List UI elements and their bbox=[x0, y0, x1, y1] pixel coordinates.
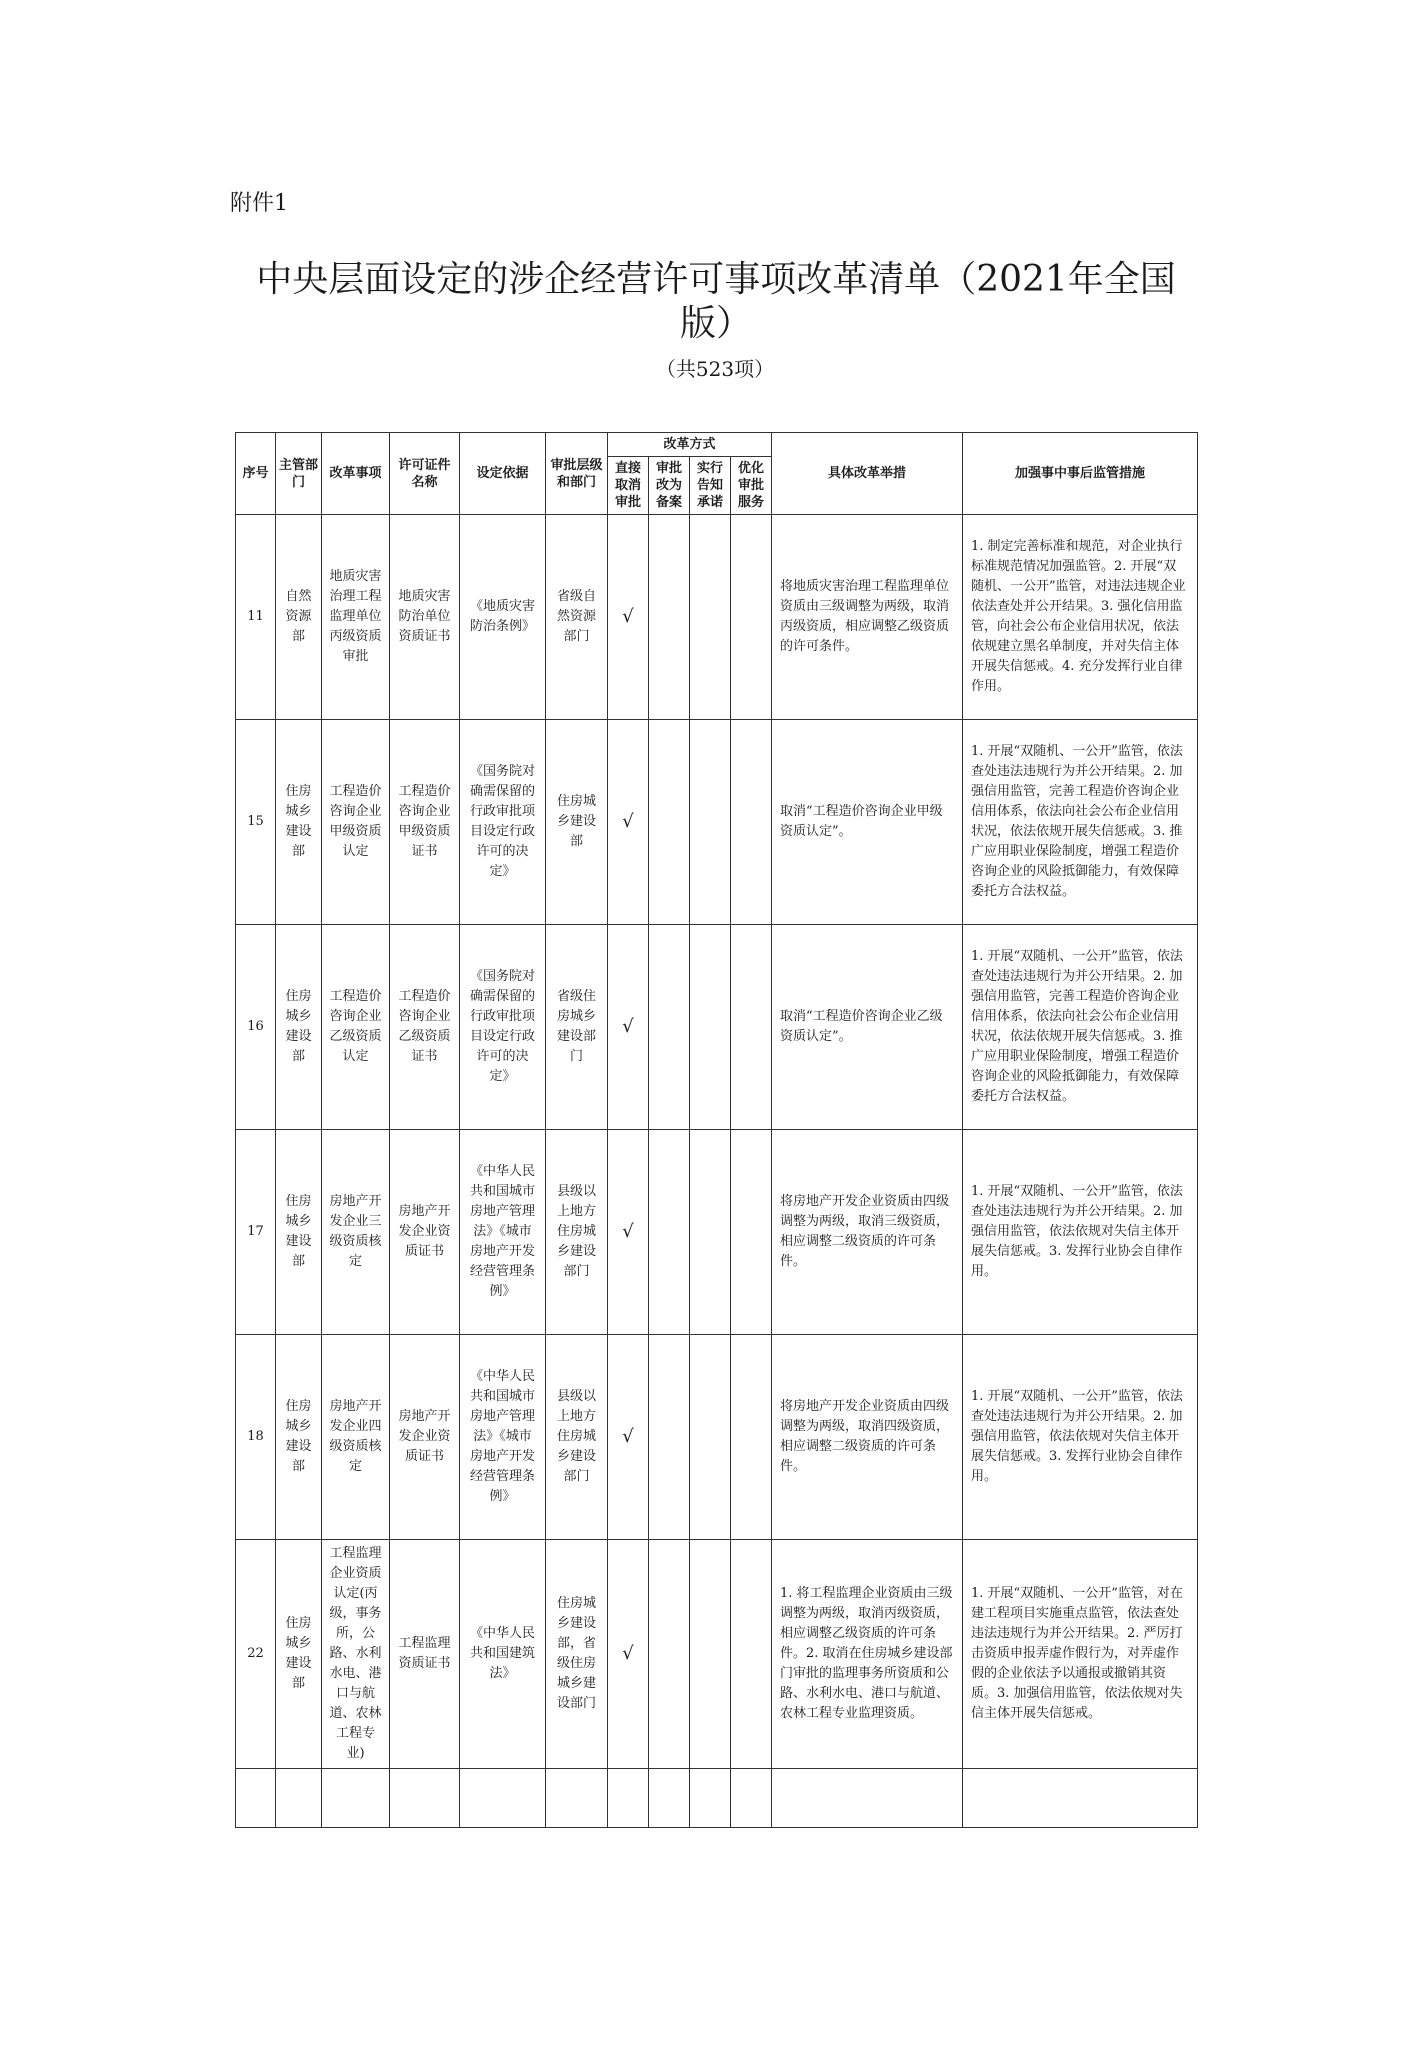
header-method-commitment: 实行告知承诺 bbox=[690, 457, 731, 515]
measures-cell: 将地质灾害治理工程监理单位资质由三级调整为两级，取消丙级资质，相应调整乙级资质的许可条件。 bbox=[772, 515, 963, 720]
basis-cell: 《国务院对确需保留的行政审批项目设定行政许可的决定》 bbox=[460, 925, 546, 1130]
header-method-cancel: 直接取消审批 bbox=[608, 457, 649, 515]
table-row-continuation bbox=[236, 1769, 1198, 1828]
dept-cell: 住房城乡建设部 bbox=[276, 720, 322, 925]
seq-cell: 16 bbox=[236, 925, 276, 1130]
method-optimize-cell bbox=[731, 515, 772, 720]
method-record-cell bbox=[649, 1130, 690, 1335]
level-cell: 省级自然资源部门 bbox=[546, 515, 608, 720]
method-optimize-cell bbox=[731, 1540, 772, 1769]
header-basis: 设定依据 bbox=[460, 433, 546, 515]
dept-cell: 自然资源部 bbox=[276, 515, 322, 720]
attachment-label: 附件1 bbox=[230, 191, 288, 216]
empty-cell bbox=[460, 1769, 546, 1828]
table-row bbox=[236, 720, 1198, 925]
supervision-cell: 1. 开展“双随机、一公开”监管，依法查处违法违规行为并公开结果。2. 加强信用监管，依法依规对失信主体开展失信惩戒。3. 发挥行业协会自律作用。 bbox=[963, 1130, 1198, 1335]
method-commitment-cell bbox=[690, 515, 731, 720]
item-cell: 地质灾害治理工程监理单位丙级资质审批 bbox=[322, 515, 390, 720]
item-cell: 房地产开发企业三级资质核定 bbox=[322, 1130, 390, 1335]
header-dept: 主管部门 bbox=[276, 433, 322, 515]
method-cancel-cell: √ bbox=[608, 1540, 649, 1769]
empty-cell bbox=[963, 1769, 1198, 1828]
supervision-cell: 1. 开展“双随机、一公开”监管，对在建工程项目实施重点监管，依法查处违法违规行为并公开结果。2. 严厉打击资质申报弄虚作假行为，对弄虚作假的企业依法予以通报或撤销其资质。3. 加强信用监管，依法依规对失信主体开展失信惩戒。 bbox=[963, 1540, 1198, 1769]
item-cell: 工程造价咨询企业乙级资质认定 bbox=[322, 925, 390, 1130]
method-commitment-cell bbox=[690, 720, 731, 925]
supervision-cell: 1. 开展“双随机、一公开”监管，依法查处违法违规行为并公开结果。2. 加强信用监管，完善工程造价咨询企业信用体系，依法向社会公布企业信用状况，依法依规开展失信惩戒。3. 推广应用职业保险制度，增强工程造价咨询企业的风险抵御能力，有效保障委托方合法权益。 bbox=[963, 720, 1198, 925]
method-cancel-cell: √ bbox=[608, 925, 649, 1130]
empty-cell bbox=[276, 1769, 322, 1828]
header-level: 审批层级和部门 bbox=[546, 433, 608, 515]
license-cell: 工程造价咨询企业甲级资质证书 bbox=[390, 720, 460, 925]
level-cell: 县级以上地方住房城乡建设部门 bbox=[546, 1130, 608, 1335]
measures-cell: 将房地产开发企业资质由四级调整为两级，取消四级资质，相应调整二级资质的许可条件。 bbox=[772, 1335, 963, 1540]
method-commitment-cell bbox=[690, 1540, 731, 1769]
header-supervision: 加强事中事后监管措施 bbox=[963, 433, 1198, 515]
basis-cell: 《国务院对确需保留的行政审批项目设定行政许可的决定》 bbox=[460, 720, 546, 925]
method-record-cell bbox=[649, 1540, 690, 1769]
license-cell: 地质灾害防治单位资质证书 bbox=[390, 515, 460, 720]
item-cell: 工程造价咨询企业甲级资质认定 bbox=[322, 720, 390, 925]
dept-cell: 住房城乡建设部 bbox=[276, 1540, 322, 1769]
license-cell: 房地产开发企业资质证书 bbox=[390, 1335, 460, 1540]
item-cell: 工程监理企业资质认定(丙级，事务所，公路、水利水电、港口与航道、农林工程专业) bbox=[322, 1540, 390, 1769]
table-row bbox=[236, 515, 1198, 720]
method-cancel-cell: √ bbox=[608, 1130, 649, 1335]
method-record-cell bbox=[649, 925, 690, 1130]
method-record-cell bbox=[649, 515, 690, 720]
supervision-cell: 1. 制定完善标准和规范，对企业执行标准规范情况加强监管。2. 开展“双随机、一公开”监管，对违法违规企业依法查处并公开结果。3. 强化信用监管，向社会公布企业信用状况，依法依规建立黑名单制度，并对失信主体开展失信惩戒。4. 充分发挥行业自律作用。 bbox=[963, 515, 1198, 720]
seq-cell: 17 bbox=[236, 1130, 276, 1335]
dept-cell: 住房城乡建设部 bbox=[276, 1335, 322, 1540]
license-cell: 工程监理资质证书 bbox=[390, 1540, 460, 1769]
method-record-cell bbox=[649, 720, 690, 925]
method-optimize-cell bbox=[731, 1130, 772, 1335]
dept-cell: 住房城乡建设部 bbox=[276, 925, 322, 1130]
level-cell: 住房城乡建设部，省级住房城乡建设部门 bbox=[546, 1540, 608, 1769]
empty-cell bbox=[649, 1769, 690, 1828]
method-cancel-cell: √ bbox=[608, 515, 649, 720]
header-item: 改革事项 bbox=[322, 433, 390, 515]
method-record-cell bbox=[649, 1335, 690, 1540]
header-seq: 序号 bbox=[236, 433, 276, 515]
method-optimize-cell bbox=[731, 720, 772, 925]
basis-cell: 《地质灾害防治条例》 bbox=[460, 515, 546, 720]
basis-cell: 《中华人民共和国建筑法》 bbox=[460, 1540, 546, 1769]
method-commitment-cell bbox=[690, 1130, 731, 1335]
empty-cell bbox=[772, 1769, 963, 1828]
empty-cell bbox=[731, 1769, 772, 1828]
measures-cell: 1. 将工程监理企业资质由三级调整为两级，取消丙级资质，相应调整乙级资质的许可条件。2. 取消在住房城乡建设部门审批的监理事务所资质和公路、水利水电、港口与航道、农林工程专业监理资质。 bbox=[772, 1540, 963, 1769]
supervision-cell: 1. 开展“双随机、一公开”监管，依法查处违法违规行为并公开结果。2. 加强信用监管，完善工程造价咨询企业信用体系，依法向社会公布企业信用状况，依法依规开展失信惩戒。3. 推广应用职业保险制度，增强工程造价咨询企业的风险抵御能力，有效保障委托方合法权益。 bbox=[963, 925, 1198, 1130]
level-cell: 省级住房城乡建设部门 bbox=[546, 925, 608, 1130]
measures-cell: 取消“工程造价咨询企业甲级资质认定”。 bbox=[772, 720, 963, 925]
item-cell: 房地产开发企业四级资质核定 bbox=[322, 1335, 390, 1540]
document-title: 中央层面设定的涉企经营许可事项改革清单（2021年全国版） bbox=[256, 259, 1176, 344]
method-optimize-cell bbox=[731, 1335, 772, 1540]
measures-cell: 取消“工程造价咨询企业乙级资质认定”。 bbox=[772, 925, 963, 1130]
method-cancel-cell: √ bbox=[608, 1335, 649, 1540]
method-commitment-cell bbox=[690, 1335, 731, 1540]
basis-cell: 《中华人民共和国城市房地产管理法》《城市房地产开发经营管理条例》 bbox=[460, 1130, 546, 1335]
empty-cell bbox=[236, 1769, 276, 1828]
seq-cell: 15 bbox=[236, 720, 276, 925]
table-body bbox=[236, 515, 1198, 1828]
header-license: 许可证件名称 bbox=[390, 433, 460, 515]
method-optimize-cell bbox=[731, 925, 772, 1130]
empty-cell bbox=[390, 1769, 460, 1828]
empty-cell bbox=[322, 1769, 390, 1828]
table-row bbox=[236, 925, 1198, 1130]
level-cell: 住房城乡建设部 bbox=[546, 720, 608, 925]
dept-cell: 住房城乡建设部 bbox=[276, 1130, 322, 1335]
license-cell: 房地产开发企业资质证书 bbox=[390, 1130, 460, 1335]
supervision-cell: 1. 开展“双随机、一公开”监管，依法查处违法违规行为并公开结果。2. 加强信用监管，依法依规对失信主体开展失信惩戒。3. 发挥行业协会自律作用。 bbox=[963, 1335, 1198, 1540]
seq-cell: 18 bbox=[236, 1335, 276, 1540]
table-row bbox=[236, 1540, 1198, 1769]
method-cancel-cell: √ bbox=[608, 720, 649, 925]
item-count-subtitle: （共523项） bbox=[655, 357, 775, 381]
level-cell: 县级以上地方住房城乡建设部门 bbox=[546, 1335, 608, 1540]
measures-cell: 将房地产开发企业资质由四级调整为两级，取消三级资质，相应调整二级资质的许可条件。 bbox=[772, 1130, 963, 1335]
reform-list-table bbox=[235, 432, 1198, 1828]
seq-cell: 22 bbox=[236, 1540, 276, 1769]
method-commitment-cell bbox=[690, 925, 731, 1130]
header-reform-method-group: 改革方式 bbox=[608, 433, 772, 457]
table-row bbox=[236, 1335, 1198, 1540]
header-method-record: 审批改为备案 bbox=[649, 457, 690, 515]
header-measures: 具体改革举措 bbox=[772, 433, 963, 515]
table-row bbox=[236, 1130, 1198, 1335]
empty-cell bbox=[546, 1769, 608, 1828]
basis-cell: 《中华人民共和国城市房地产管理法》《城市房地产开发经营管理条例》 bbox=[460, 1335, 546, 1540]
seq-cell: 11 bbox=[236, 515, 276, 720]
header-method-optimize: 优化审批服务 bbox=[731, 457, 772, 515]
empty-cell bbox=[608, 1769, 649, 1828]
empty-cell bbox=[690, 1769, 731, 1828]
table-header bbox=[236, 433, 1198, 515]
license-cell: 工程造价咨询企业乙级资质证书 bbox=[390, 925, 460, 1130]
